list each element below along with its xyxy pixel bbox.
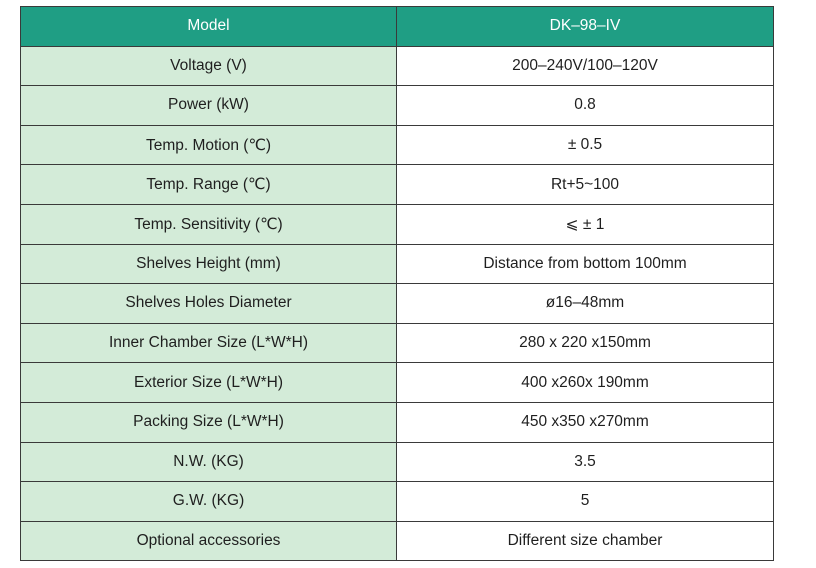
spec-label-cell: Power (kW) (21, 86, 397, 126)
table-row (21, 402, 774, 442)
table-row (21, 244, 774, 284)
spec-value-cell: 200–240V/100–120V (397, 46, 774, 86)
spec-label-cell: Inner Chamber Size (L*W*H) (21, 323, 397, 363)
spec-label-cell: Temp. Sensitivity (℃) (21, 204, 397, 244)
table-header-row (21, 7, 774, 47)
table-row (21, 521, 774, 561)
spec-value-cell: ø16–48mm (397, 284, 774, 324)
spec-label-cell: Shelves Height (mm) (21, 244, 397, 284)
spec-value-cell: 0.8 (397, 86, 774, 126)
spec-label-cell: Temp. Range (℃) (21, 165, 397, 205)
table-row (21, 442, 774, 482)
header-model-cell: DK–98–IV (397, 7, 774, 47)
spec-value-cell: ⩽ ± 1 (397, 204, 774, 244)
spec-table (20, 6, 774, 561)
spec-value-cell: 400 x260x 190mm (397, 363, 774, 403)
table-row (21, 46, 774, 86)
spec-label-cell: Voltage (V) (21, 46, 397, 86)
table-row (21, 125, 774, 165)
spec-value-cell: 450 x350 x270mm (397, 402, 774, 442)
spec-label-cell: Exterior Size (L*W*H) (21, 363, 397, 403)
spec-label-cell: G.W. (KG) (21, 482, 397, 522)
spec-value-cell: 280 x 220 x150mm (397, 323, 774, 363)
table-row (21, 86, 774, 126)
spec-value-cell: 5 (397, 482, 774, 522)
table-row (21, 204, 774, 244)
spec-label-cell: Optional accessories (21, 521, 397, 561)
spec-value-cell: Rt+5~100 (397, 165, 774, 205)
spec-value-cell: Distance from bottom 100mm (397, 244, 774, 284)
table-row (21, 482, 774, 522)
spec-value-cell: ± 0.5 (397, 125, 774, 165)
spec-value-cell: Different size chamber (397, 521, 774, 561)
spec-value-cell: 3.5 (397, 442, 774, 482)
table-row (21, 165, 774, 205)
spec-label-cell: N.W. (KG) (21, 442, 397, 482)
table-row (21, 284, 774, 324)
table-row (21, 363, 774, 403)
spec-label-cell: Packing Size (L*W*H) (21, 402, 397, 442)
spec-label-cell: Temp. Motion (℃) (21, 125, 397, 165)
spec-label-cell: Shelves Holes Diameter (21, 284, 397, 324)
header-label-cell: Model (21, 7, 397, 47)
table-row (21, 323, 774, 363)
